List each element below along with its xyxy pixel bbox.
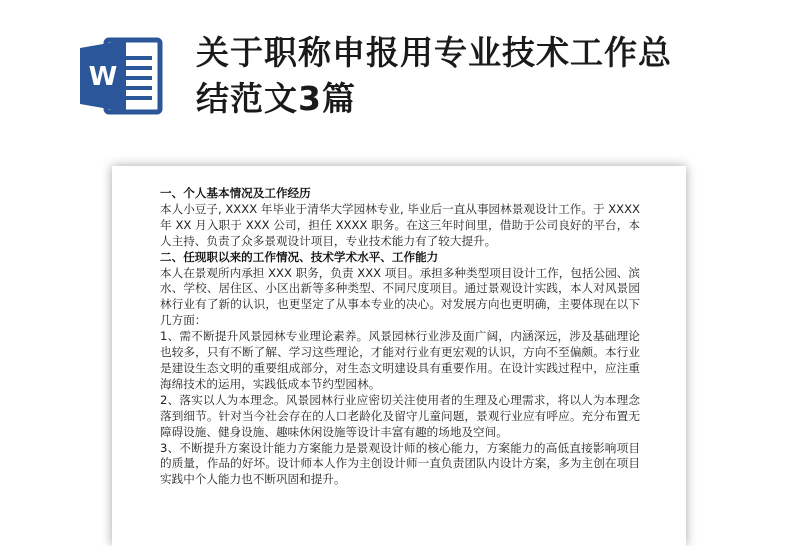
paragraph-4: 2、落实以人为本理念。风景园林行业应密切关注使用者的生理及心理需求，将以人为本理念落到细节。针对当今社会存在的人口老龄化及留守儿童问题，景观行业应有呼应。充分布置无障碍设施、健身设施、趣味休闲设施等设计丰富有趣的场地及空间。 — [160, 392, 640, 439]
paragraph-5: 3、不断提升方案设计能力方案能力是景观设计师的核心能力，方案能力的高低直接影响项目的质量，作品的好坏。设计师本人作为主创设计师一直负责团队内设计方案，多为主创在项目实践中个人能力也不断巩固和提升。 — [160, 440, 640, 487]
word-document-icon — [76, 36, 164, 116]
svg-text:W: W — [88, 62, 118, 92]
title-line-1: 关于职称申报用专业技术工作总 — [196, 33, 672, 72]
section-heading-2: 二、任现职以来的工作情况、技术学术水平、工作能力 — [160, 249, 439, 264]
paragraph-3: 1、需不断提升风景园林专业理论素养。风景园林行业涉及面广阔，内涵深远，涉及基础理论也较多，只有不断了解、学习这些理论，才能对行业有更宏观的认识，方向不至偏颇。本行业是建设生态文明的重要组成部分，对生态文明建设具有重要作用。在设计实践过程中，应注重海绵技术的运用，实践低成本节约型园林。 — [160, 329, 640, 391]
page-title — [196, 30, 776, 122]
section-heading-1: 一、个人基本情况及工作经历 — [160, 186, 311, 200]
header — [0, 0, 800, 150]
document-page — [112, 166, 686, 546]
document-body — [160, 186, 640, 488]
title-line-2: 结范文3篇 — [196, 79, 356, 118]
paragraph-2: 本人在景观所内承担 XXX 职务，负责 XXX 项目。承担多种类型项目设计工作，包括公园、滨水、学校、居住区、小区出新等多种类型、不同尺度项目。通过景观设计实践，本人对风景园林行业有了新的认识，也更坚定了从事本专业的决心。对发展方向也更明确，主要体现在以下几方面： — [160, 265, 640, 328]
paragraph-1: 本人小豆子, XXXX 年毕业于清华大学园林专业, 毕业后一直从事园林景观设计工作。于 XXXX 年 XX 月入职于 XXX 公司，担任 XXXX 职务。在这三年时间里，借助于公司良好的平台，本人主持、负责了众多景观设计项目，专业技术能力有了较大提升。 — [160, 201, 640, 248]
